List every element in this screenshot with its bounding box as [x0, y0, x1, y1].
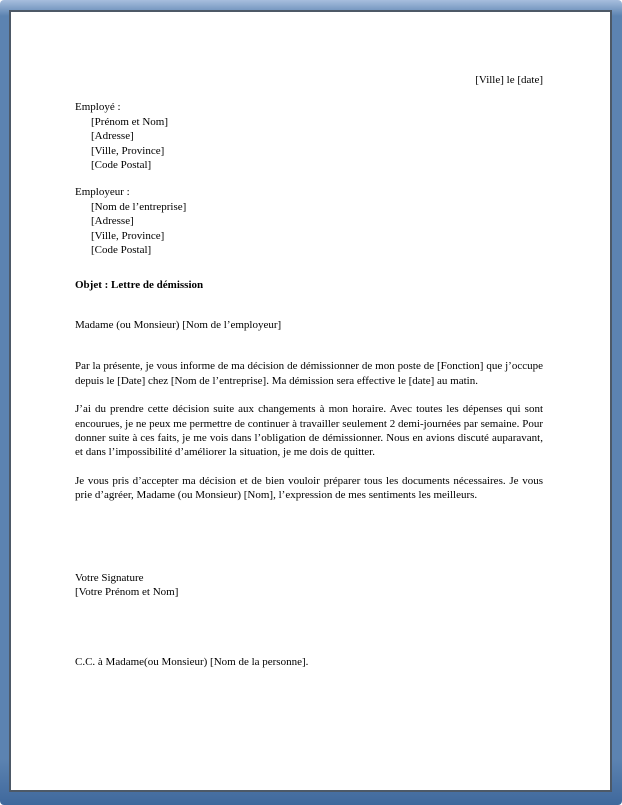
employer-company-line: [Nom de l’entreprise] — [91, 200, 187, 213]
signature-line: Votre Signature — [75, 571, 144, 584]
employer-block — [75, 185, 543, 257]
dateline: [Ville] le [date] — [475, 74, 543, 86]
employee-postal-line: [Code Postal] — [91, 159, 152, 172]
paragraph-reason: J’ai du prendre cette décision suite aux changements à mon horaire. Avec toutes les dépenses qui sont encourues, je ne peux me permettre de continuer à travailler seulement 2 demi-journées par semaine. Pour donner suite à ces faits, je me vois dans l’obligation de démissionner. Nous en avions discuté auparavant, et dans l’impossibilité d’améliorer la situation, je me dois de quitter. — [75, 403, 543, 459]
employee-label: Employé : — [75, 101, 121, 114]
employee-city-line: [Ville, Province] — [91, 144, 165, 157]
letter-page — [9, 10, 612, 792]
cc-line: C.C. à Madame(ou Monsieur) [Nom de la personne]. — [75, 656, 309, 669]
paragraph-closing: Je vous pris d’accepter ma décision et de bien vouloir préparer tous les documents nécessaires. Je vous prie d’agréer, Madame (ou Monsieur) [Nom], l’expression de mes sentiments les meilleurs. — [75, 474, 543, 502]
employee-name-line: [Prénom et Nom] — [91, 115, 168, 128]
paragraph-resignation: Par la présente, je vous informe de ma décision de démissionner de mon poste de [Fonction] que j’occupe depuis le [Date] chez [Nom de l’entreprise]. Ma démission sera effective le [date] au matin. — [75, 360, 543, 387]
salutation: Madame (ou Monsieur) [Nom de l’employeur] — [75, 318, 282, 331]
employer-city-line: [Ville, Province] — [91, 229, 165, 242]
signature-name-line: [Votre Prénom et Nom] — [75, 585, 179, 598]
signature-block — [75, 571, 543, 600]
employer-label: Employeur : — [75, 186, 130, 199]
employer-postal-line: [Code Postal] — [91, 244, 152, 257]
employer-address-line: [Adresse] — [91, 215, 134, 228]
subject-line: Objet : Lettre de démission — [75, 279, 204, 292]
employee-block — [75, 100, 543, 172]
employee-address-line: [Adresse] — [91, 130, 134, 143]
